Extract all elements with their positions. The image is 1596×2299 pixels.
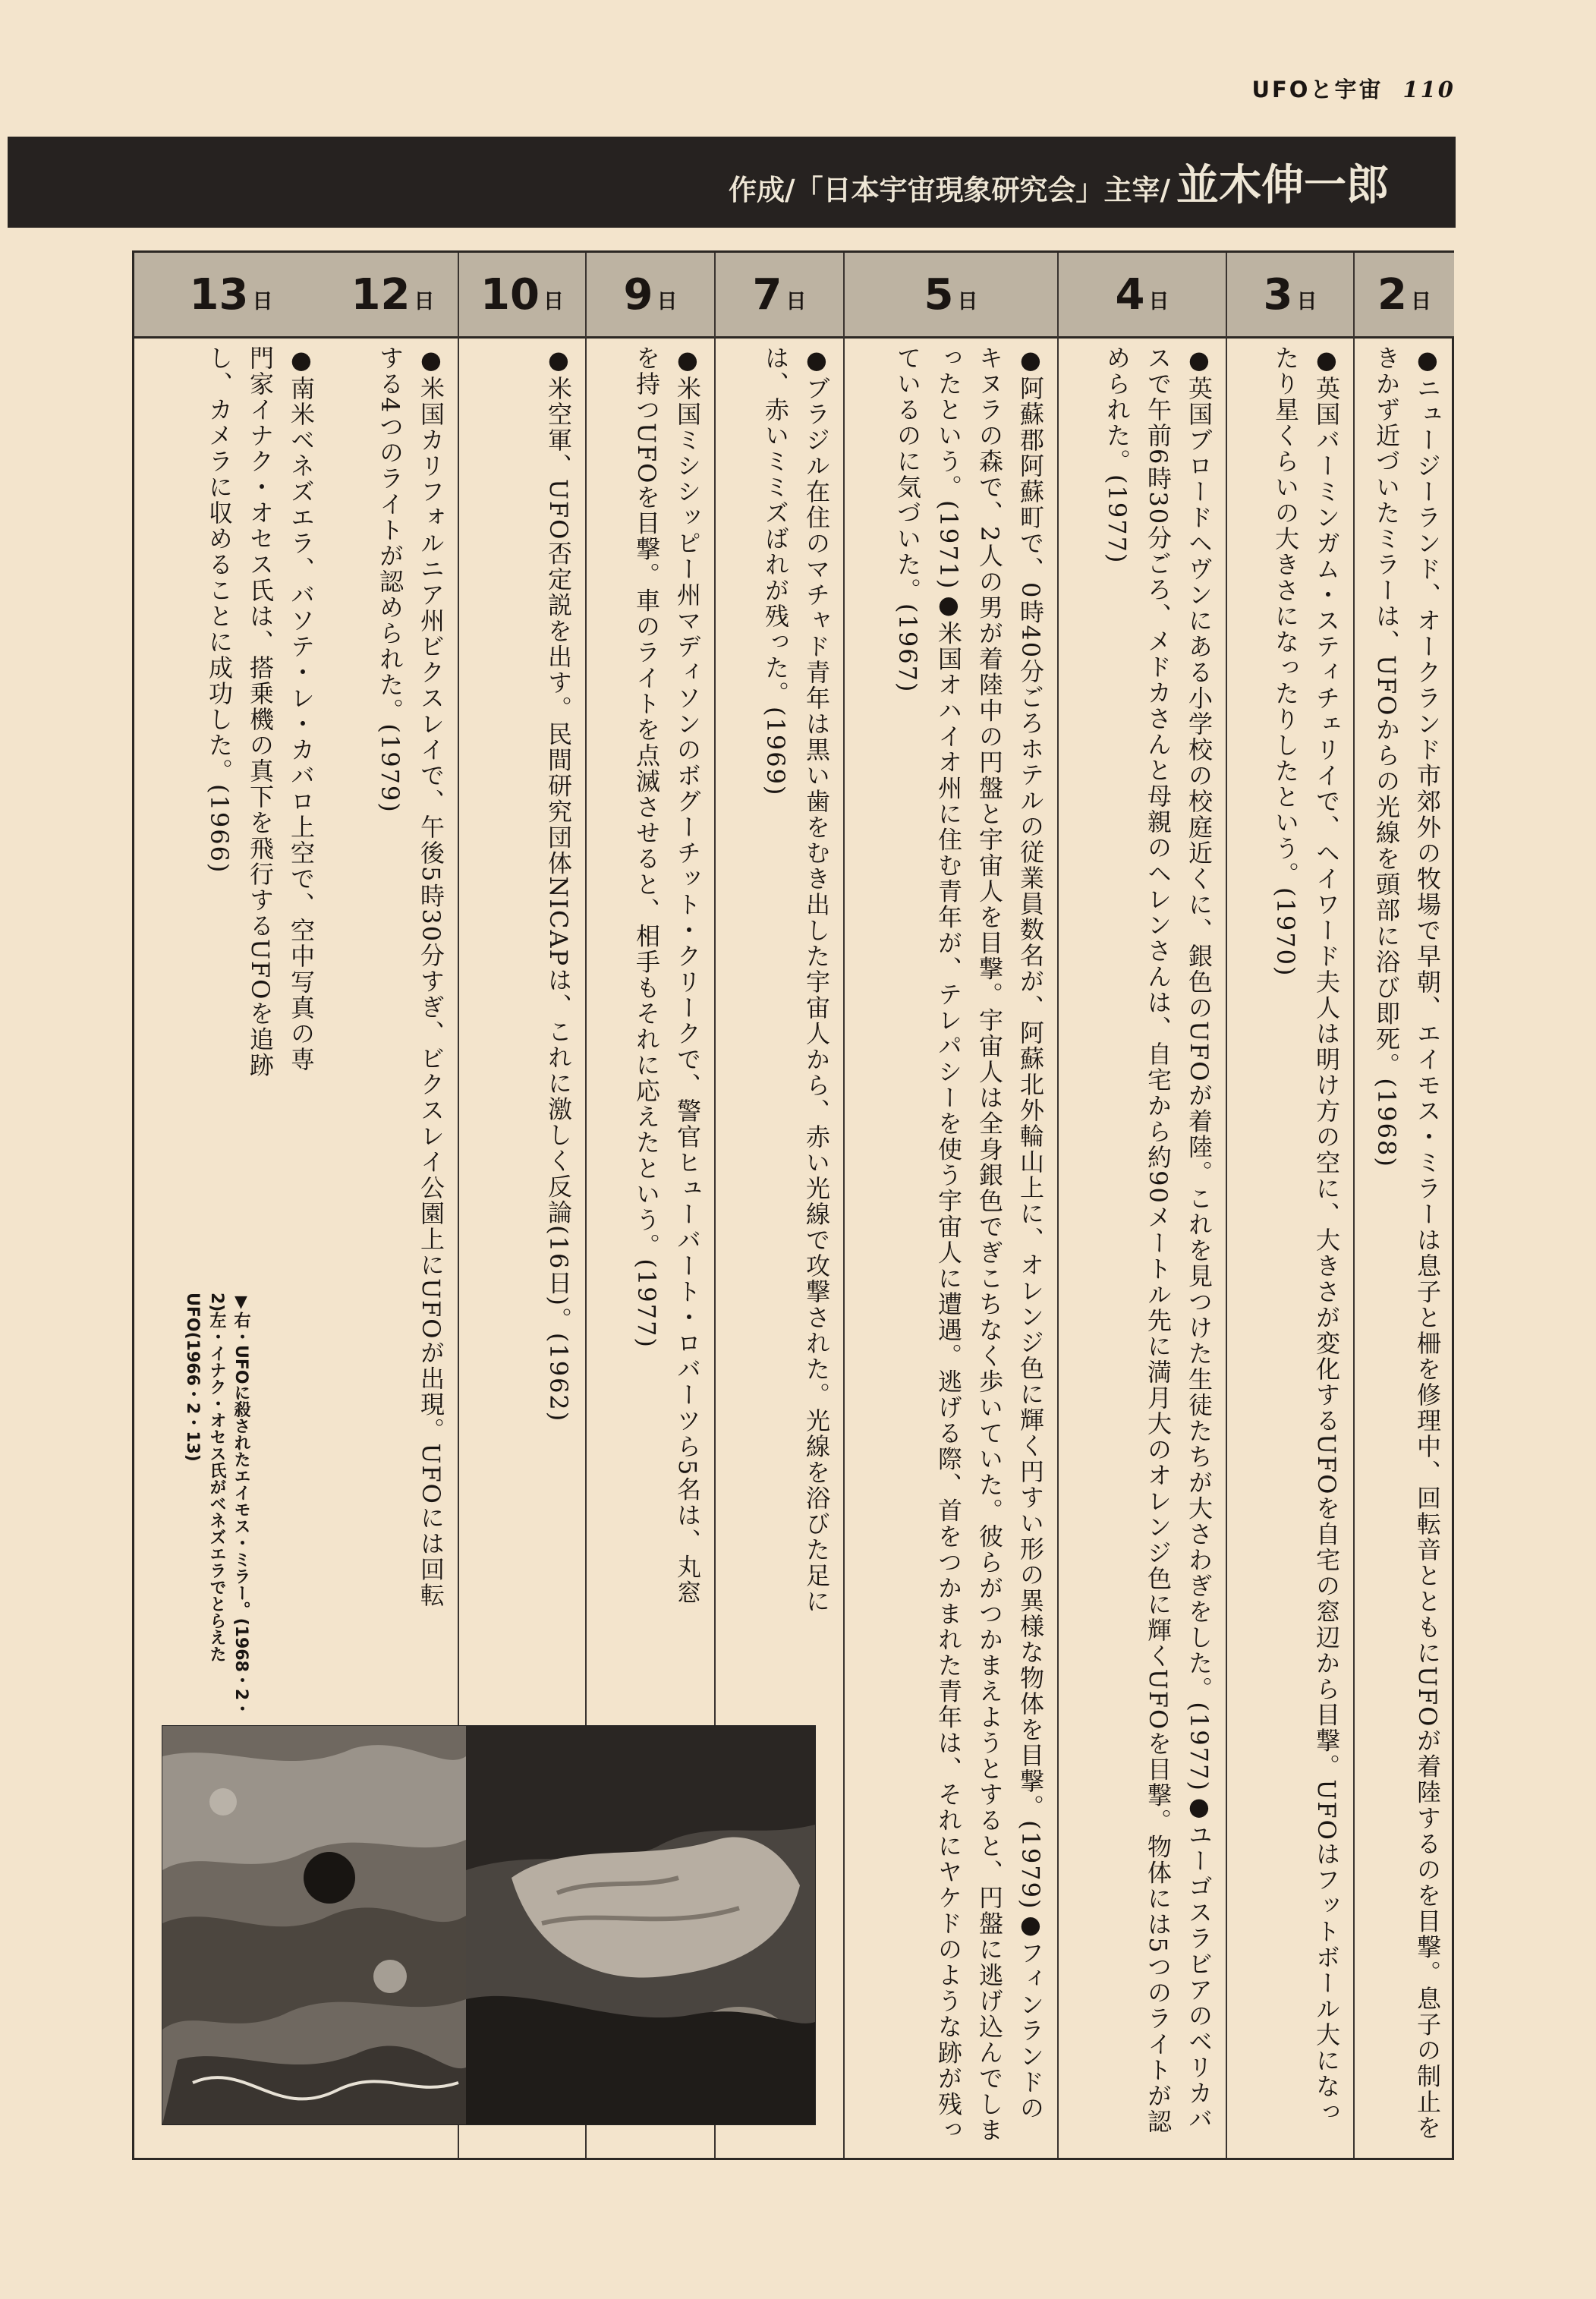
day-header bbox=[134, 253, 328, 339]
day-unit: 日 bbox=[252, 289, 273, 313]
day-number: 13 bbox=[189, 269, 249, 320]
entry-text: ●ニュージーランド、オークランド市郊外の牧場で早朝、エイモス・ミラーは息子と柵を修理中、回転音とともにUFOが着陸するのを目撃。息子の制止をきかず近づいたミラーは、UFOからの光線を頭部に浴び即死。(1968) bbox=[1372, 345, 1442, 2141]
day-number: 7 bbox=[752, 269, 782, 320]
day-unit: 日 bbox=[414, 289, 435, 313]
day-header bbox=[328, 253, 458, 339]
running-head bbox=[1251, 73, 1456, 104]
byline bbox=[729, 152, 1389, 213]
entry-text: ●米国ミシシッピー州マディソンのボグーチット・クリークで、警官ヒューバート・ロバーツら5名は、丸窓を持つUFOを目撃。車のライトを点滅させると、相手もそれに応えたという。(1977) bbox=[632, 345, 702, 1606]
entry-text: ●阿蘇郡阿蘇町で、0時40分ごろホテルの従業員数名が、阿蘇北外輪山上に、オレンジ色に輝く円すい形の異様な物体を目撃。(1979)●フィンランドのキヌラの森で、2人の男が着陸中の円盤と宇宙人を目撃。宇宙人は全身銀色でぎこちなく歩いていた。彼らがつかまえようとすると、円盤に逃げ込んでしまったという。(1971)●米国オハイオ州に住む青年が、テレパシーを使う宇宙人に遭遇。逃げる際、首をつかまれた青年は、それにヤケドのような跡が残っているのに気づいた。(1967) bbox=[893, 345, 1045, 2143]
day-header bbox=[1059, 253, 1226, 339]
day-number: 9 bbox=[623, 269, 653, 320]
header-banner bbox=[8, 137, 1456, 228]
victim-photo bbox=[466, 1726, 815, 2124]
day-unit: 日 bbox=[785, 289, 807, 313]
ufo-aerial-photo bbox=[162, 1726, 466, 2124]
entry-text: ●英国バーミンガム・スティチェリイで、ヘイワード夫人は明け方の空に、大きさが変化するUFOを自宅の窓辺から目撃。UFOはフットボール大になったり星くらいの大きさになったりしたという。(1970) bbox=[1271, 345, 1341, 2125]
day-header bbox=[845, 253, 1057, 339]
page-number: 110 bbox=[1402, 77, 1456, 102]
section-title: UFOと宇宙 bbox=[1251, 77, 1384, 102]
entry-text: ●南米ベネズエラ、バソテ・レ・カバロ上空で、空中写真の専門家イナク・オセス氏は、搭乗機の真下を飛行するUFOを追跡し、カメラに収めることに成功した。(1966) bbox=[205, 345, 316, 1079]
day-number: 3 bbox=[1263, 269, 1293, 320]
day-header bbox=[587, 253, 714, 339]
author-name: 並木伸一郎 bbox=[1176, 160, 1389, 210]
entry-text: ●米国カリフォルニア州ビクスレイで、午後5時30分すぎ、ビクスレイ公園上にUFOが出現。UFOには回転する4つのライトが認められた。(1979) bbox=[376, 345, 445, 1608]
day-number: 5 bbox=[924, 269, 954, 320]
column-day-4 bbox=[1059, 253, 1227, 2158]
day-number: 2 bbox=[1377, 269, 1407, 320]
day-header bbox=[459, 253, 585, 339]
entry-text: ●英国ブロードヘヴンにある小学校の校庭近くに、銀色のUFOが着陸。これを見つけた生徒たちが大さわぎをした。(1977)●ユーゴスラビアのベリカバスで午前6時30分ごろ、メドカさんと母親のヘレンさんは、自宅から約90メートル先に満月大のオレンジ色に輝くUFOを目撃。物体には5つのライトが認められた。(1977) bbox=[1103, 345, 1214, 2135]
day-number: 4 bbox=[1115, 269, 1145, 320]
photo-pair bbox=[162, 1725, 816, 2125]
day-unit: 日 bbox=[1148, 289, 1169, 313]
day-unit: 日 bbox=[1410, 289, 1431, 313]
day-header bbox=[716, 253, 843, 339]
day-number: 10 bbox=[480, 269, 540, 320]
photo-caption: ▼右・UFOに殺されたエイモス・ミラー。(1968・2・2)左・イナク・オセス氏がベネズエラでとらえたUFO(1966・2・13) bbox=[183, 1293, 250, 1718]
day-unit: 日 bbox=[656, 289, 678, 313]
entry-text: ●米空軍、UFO否定説を出す。民間研究団体NICAPは、これに激しく反論(16日)。(1962) bbox=[544, 345, 573, 1423]
column-day-2 bbox=[1355, 253, 1454, 2158]
calendar-table bbox=[132, 250, 1454, 2160]
day-header bbox=[1227, 253, 1353, 339]
day-unit: 日 bbox=[957, 289, 978, 313]
column-day-5 bbox=[845, 253, 1059, 2158]
column-day-3 bbox=[1227, 253, 1355, 2158]
day-unit: 日 bbox=[1296, 289, 1317, 313]
day-unit: 日 bbox=[543, 289, 564, 313]
day-number: 12 bbox=[351, 269, 411, 320]
day-header bbox=[1355, 253, 1454, 339]
credit-text: 作成/「日本宇宙現象研究会」主宰/ bbox=[728, 174, 1170, 206]
entry-text: ●ブラジル在住のマチャド青年は黒い歯をむき出した宇宙人から、赤い光線で攻撃された。光線を浴びた足には、赤いミミズばれが残った。(1969) bbox=[761, 345, 831, 1614]
